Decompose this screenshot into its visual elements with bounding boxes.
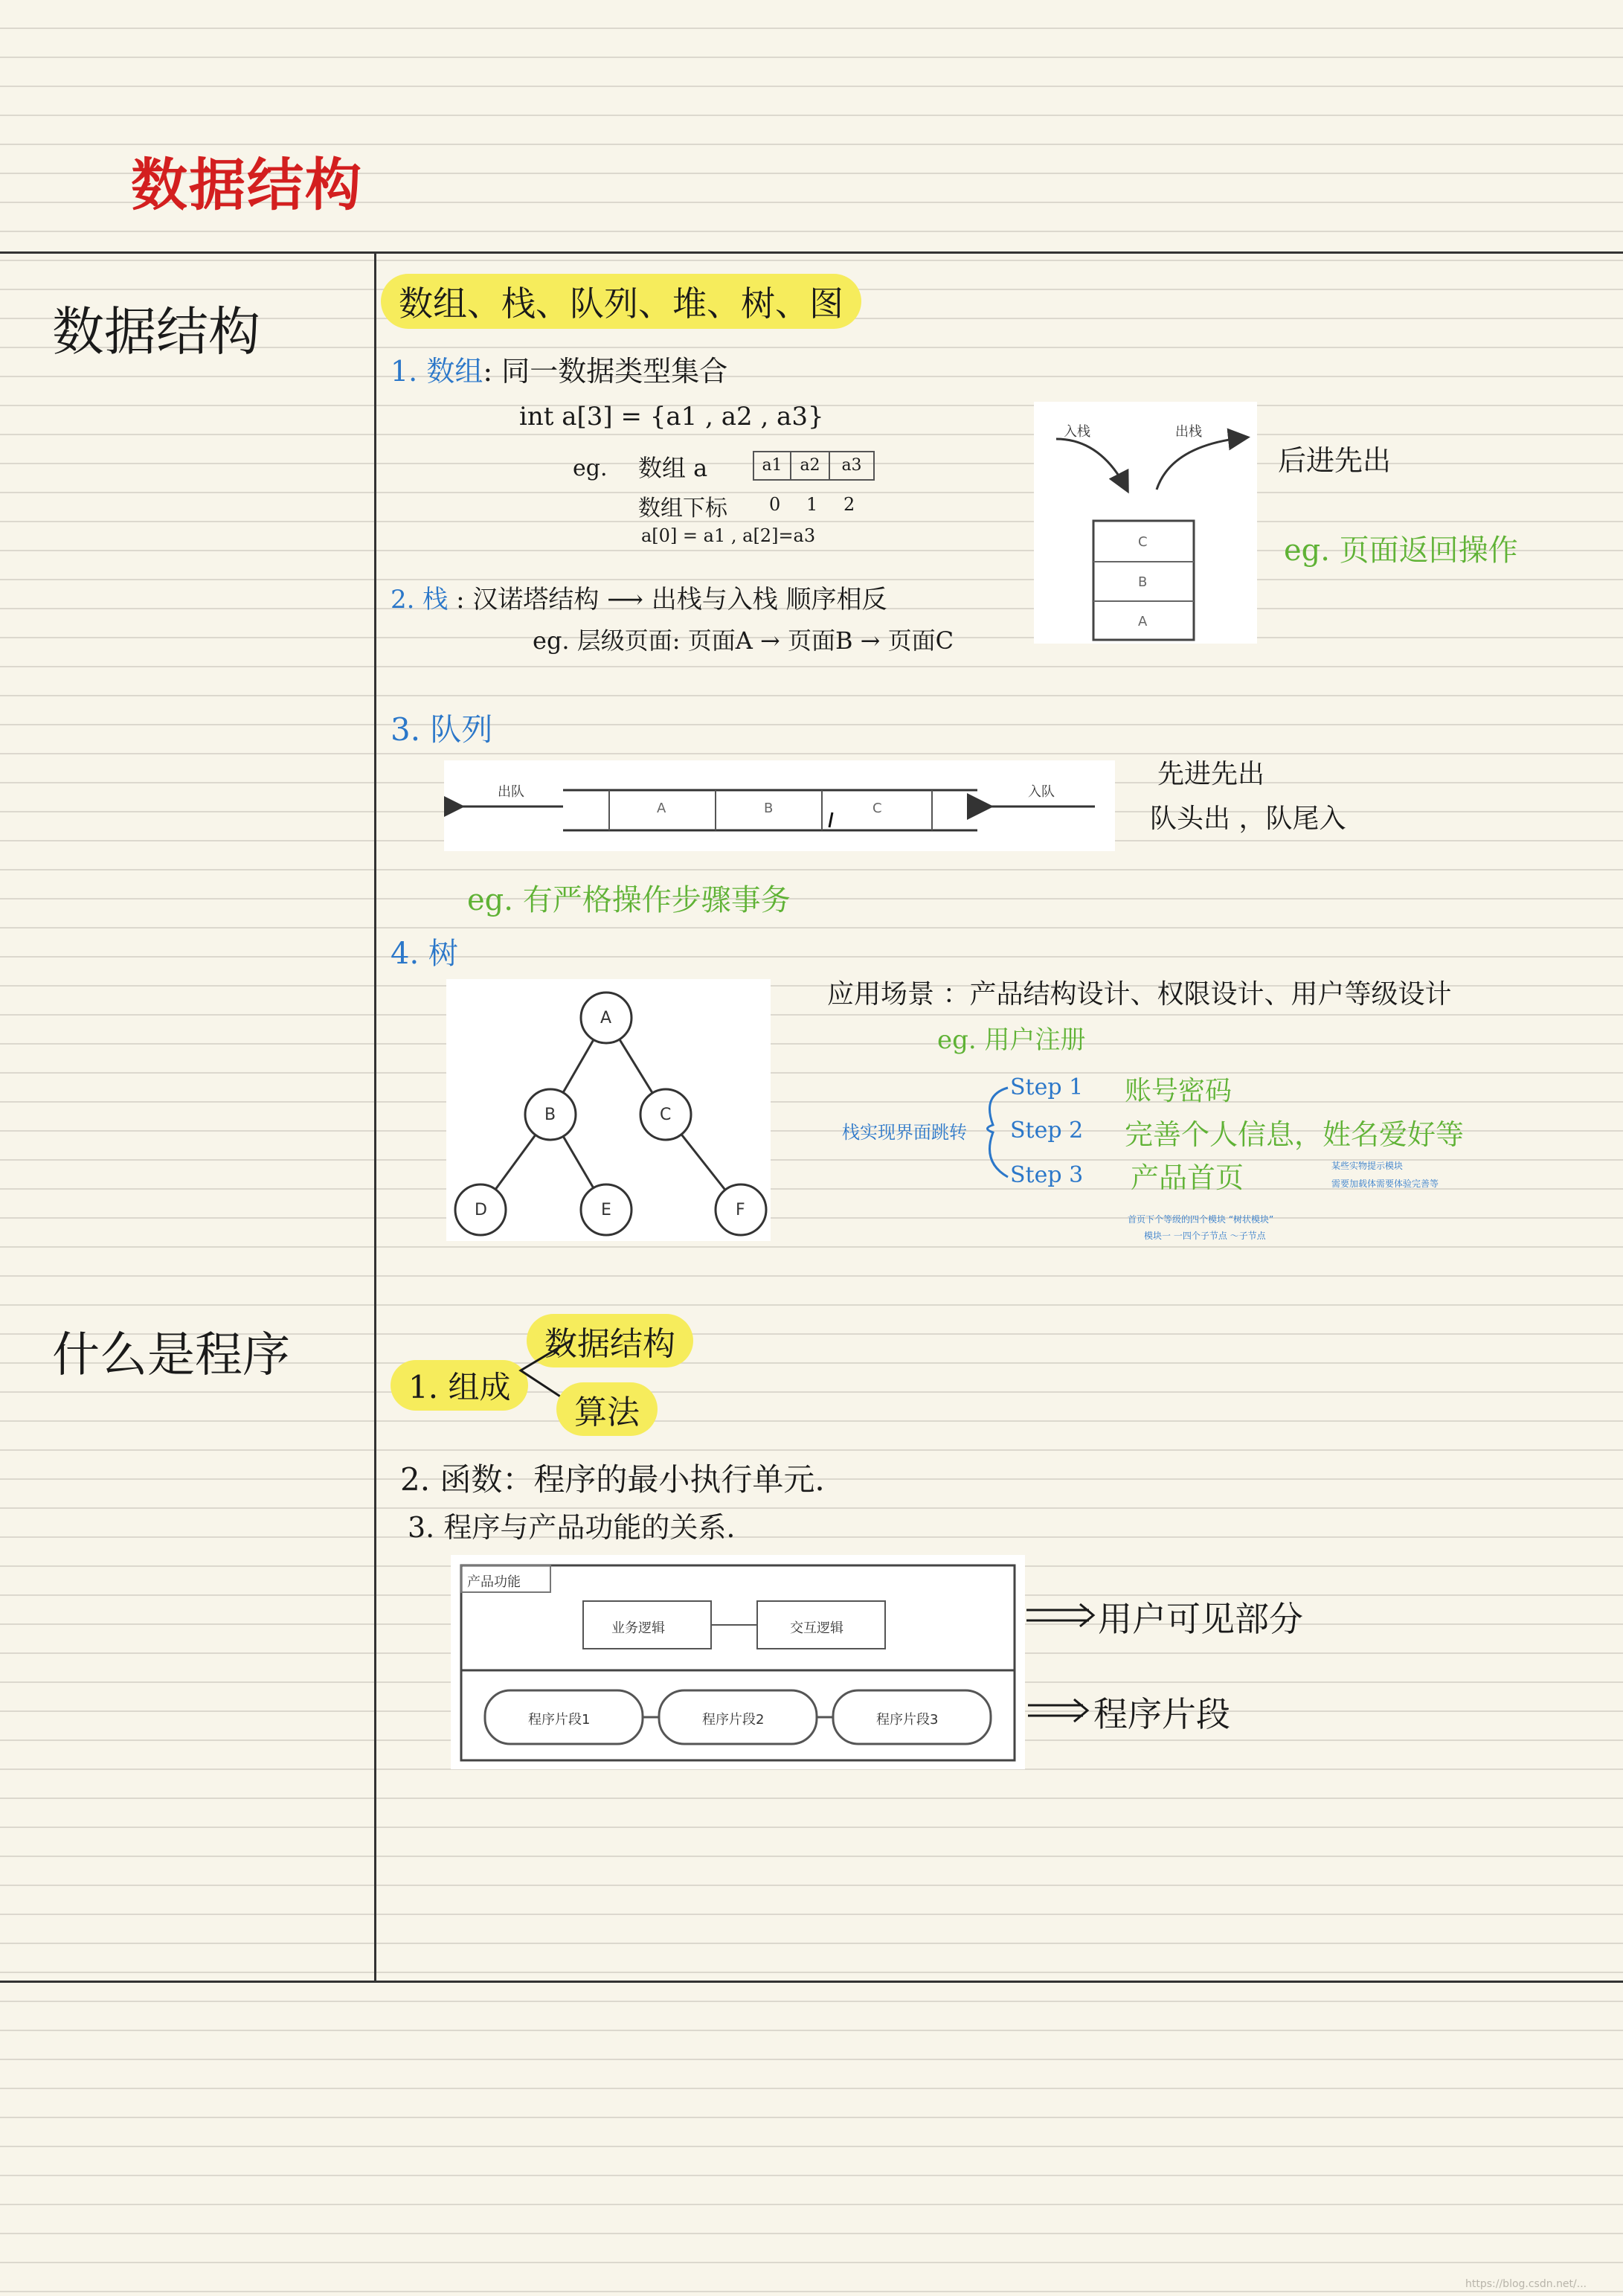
- tree-node-label-b: B: [544, 1106, 556, 1124]
- step-1-text: 账号密码: [1125, 1076, 1232, 1106]
- table-top-border: [0, 251, 1623, 254]
- top-highlight: 数组、栈、队列、堆、树、图: [381, 274, 861, 329]
- stack-diagram: [1034, 402, 1257, 644]
- array-eg: eg.: [573, 455, 608, 481]
- stack-heading-label: 栈: [422, 585, 449, 615]
- tiny-note-right-2: 需要加载体需要体验完善等: [1331, 1179, 1439, 1189]
- array-index-1: 1: [806, 494, 818, 515]
- array-eg-text: 数组 a: [638, 454, 708, 482]
- stack-item-a: A: [1138, 614, 1148, 629]
- step-3-text: 产品首页: [1131, 1161, 1244, 1194]
- array-index-0: 0: [769, 494, 781, 515]
- tree-node-label-c: C: [660, 1106, 672, 1124]
- tree-side-note: 栈实现界面跳转: [842, 1122, 967, 1143]
- tree-node-label-f: F: [736, 1201, 745, 1219]
- array-colon: :: [483, 355, 493, 388]
- program-function: 2. 函数：程序的最小执行单元.: [400, 1461, 825, 1498]
- section-heading-data-structure: 数据结构: [52, 301, 260, 362]
- tree-node-label-d: D: [475, 1201, 487, 1219]
- page-title: 数据结构: [131, 152, 363, 218]
- comp-item-algorithm: 算法: [556, 1382, 658, 1436]
- array-index-label: 数组下标: [638, 496, 727, 522]
- array-cell: a2: [791, 451, 830, 481]
- queue-item-b: B: [764, 801, 774, 816]
- tree-node-label-a: A: [600, 1009, 612, 1027]
- stack-heading-num: 2.: [391, 585, 415, 615]
- tree-diagram: [446, 979, 771, 1241]
- product-diagram-title: 产品功能: [467, 1574, 521, 1590]
- step-2-label: Step 2: [1010, 1117, 1084, 1144]
- array-heading: [391, 348, 727, 389]
- queue-diagram: [444, 760, 1115, 851]
- table-bottom-border: [0, 1981, 1623, 1983]
- product-diagram-svg: [451, 1555, 1025, 1769]
- array-cells: [753, 451, 875, 481]
- column-divider: [374, 251, 376, 1983]
- comp-num: 1.: [408, 1369, 439, 1405]
- logic-business: 业务逻辑: [611, 1620, 665, 1636]
- step-1-label: Step 1: [1010, 1074, 1084, 1100]
- tiny-note-bottom-2: 模块一 一四个子节点 ～子节点: [1144, 1231, 1266, 1241]
- queue-heading: 3. 队列: [391, 711, 493, 748]
- tiny-note-bottom-1: 首页下个等级的四个模块 “树状模块”: [1128, 1214, 1274, 1225]
- arrow-user-visible-label: 用户可见部分: [1098, 1599, 1303, 1639]
- comp-label: [391, 1360, 528, 1411]
- snippet-2: 程序片段2: [702, 1712, 765, 1728]
- array-code: int a[3] = {a1 , a2 , a3}: [519, 402, 824, 432]
- queue-item-a: A: [657, 801, 666, 816]
- stack-heading: [391, 579, 887, 615]
- queue-desc: 队头出 ，队尾入: [1150, 804, 1346, 834]
- arrow-user-visible: [1023, 1601, 1098, 1631]
- stack-eg: eg. 层级页面: 页面A → 页面B → 页面C: [533, 626, 954, 655]
- section-heading-what-is-program: 什么是程序: [52, 1328, 290, 1383]
- comp-label-text: 组成: [448, 1369, 511, 1405]
- stack-definition: : 汉诺塔结构 ⟶ 出栈与入栈 顺序相反: [456, 585, 887, 615]
- queue-eg-green: eg. 有严格操作步骤事务: [467, 883, 791, 917]
- stack-eg-green: eg. 页面返回操作: [1284, 533, 1518, 568]
- pop-arrow: [1157, 437, 1246, 490]
- program-relation: 3. 程序与产品功能的关系.: [408, 1511, 736, 1544]
- queue-item-c: C: [872, 801, 882, 816]
- snippet-3: 程序片段3: [876, 1712, 939, 1728]
- push-arrow: [1056, 439, 1127, 490]
- watermark: https://blog.csdn.net/...: [1465, 2278, 1587, 2290]
- stack-lifo: 后进先出: [1278, 444, 1392, 477]
- logic-interaction: 交互逻辑: [790, 1620, 843, 1636]
- queue-diagram-svg: [444, 760, 1115, 851]
- step-3-label: Step 3: [1010, 1162, 1084, 1188]
- tree-scenario: 应用场景 ：产品结构设计、权限设计、用户等级设计: [827, 979, 1452, 1010]
- array-heading-num: 1.: [391, 355, 418, 388]
- arrow-program-snippet: [1025, 1696, 1092, 1726]
- push-label: 入栈: [1064, 424, 1090, 440]
- array-heading-label: 数组: [426, 355, 483, 388]
- snippet-1: 程序片段1: [528, 1712, 591, 1728]
- arrow-program-snippet-label: 程序片段: [1093, 1694, 1230, 1734]
- enqueue-label: 入队: [1028, 784, 1055, 800]
- array-definition: 同一数据类型集合: [501, 355, 728, 388]
- array-cell: a1: [753, 451, 791, 481]
- array-access: a[0] = a1 , a[2]=a3: [641, 525, 816, 546]
- product-diagram: [451, 1555, 1025, 1769]
- array-index-2: 2: [843, 494, 855, 515]
- queue-fifo: 先进先出: [1157, 759, 1265, 789]
- array-cell: a3: [830, 451, 875, 481]
- tree-heading: 4. 树: [391, 937, 458, 971]
- step-2-text: 完善个人信息，姓名爱好等: [1125, 1118, 1465, 1151]
- pop-label: 出栈: [1175, 424, 1202, 440]
- tiny-note-right-1: 某些实物提示模块: [1331, 1161, 1404, 1171]
- dequeue-label: 出队: [498, 784, 524, 800]
- stack-item-c: C: [1138, 534, 1148, 550]
- comp-item-data-structure: 数据结构: [527, 1314, 693, 1367]
- stack-item-b: B: [1138, 574, 1148, 590]
- tree-node-label-e: E: [601, 1201, 611, 1219]
- tree-eg-green: eg. 用户注册: [937, 1025, 1086, 1055]
